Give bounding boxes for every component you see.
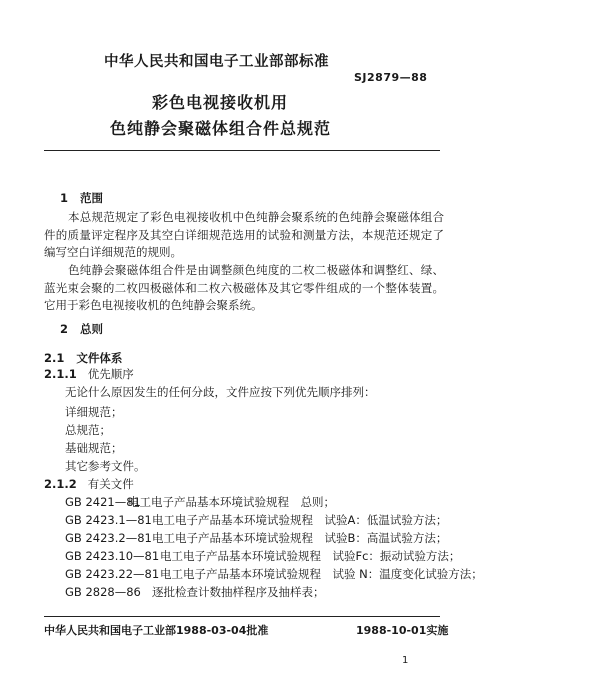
- section-2-heading: [60, 321, 103, 337]
- document-title-line2: 色纯静会聚磁体组合件总规范: [110, 119, 332, 138]
- reference-code: GB 2423.22—81: [65, 567, 160, 581]
- section-number: 1: [60, 191, 69, 205]
- section-1-paragraph-2: 色纯静会聚磁体组合件是由调整颜色纯度的二枚二极磁体和调整红、绿、蓝光束会聚的二枚四极磁体和二枚六极磁体及其它零件组成的一个整体装置。它用于彩色电视接收机的色纯静会聚系统。: [44, 263, 444, 312]
- reference-code: GB 2423.2—81: [65, 531, 152, 545]
- section-1-paragraph-1: 本总规范规定了彩色电视接收机中色纯静会聚系统的色纯静会聚磁体组合件的质量评定程序及其空白详细规范选用的试验和测量方法，本规范还规定了编写空白详细规范的规则。: [44, 210, 444, 259]
- priority-item: 详细规范；: [65, 405, 123, 419]
- section-number: 2: [60, 322, 69, 336]
- section-number: 2.1.1: [44, 367, 77, 381]
- standard-code: SJ2879—88: [354, 71, 428, 84]
- reference-title: 电工电子产品基本环境试验规程 试验B：高温试验方法；: [152, 531, 448, 545]
- reference-code: GB 2423.10—81: [65, 549, 160, 563]
- section-title: 范围: [80, 191, 104, 205]
- issuing-organization: 中华人民共和国电子工业部部标准: [104, 54, 329, 70]
- section-1-heading: [60, 190, 103, 206]
- priority-item: 基础规范；: [65, 441, 123, 455]
- section-number: 2.1.2: [44, 477, 77, 491]
- reference-code: GB 2423.1—81: [65, 513, 152, 527]
- footer-divider: [44, 616, 440, 617]
- priority-item: 其它参考文件。: [65, 459, 146, 473]
- reference-title: 电工电子产品基本环境试验规程 总则；: [128, 495, 335, 509]
- section-number: 2.1: [44, 351, 65, 365]
- document-title-line1: 彩色电视接收机用: [152, 93, 289, 112]
- reference-title: 电工电子产品基本环境试验规程 试验Fc：振动试验方法；: [160, 549, 461, 563]
- page-number: 1: [402, 655, 409, 666]
- priority-intro: 无论什么原因发生的任何分歧，文件应按下列优先顺序排列：: [65, 385, 376, 399]
- header-divider: [44, 150, 440, 151]
- section-title: 有关文件: [87, 477, 134, 491]
- reference-title: 电工电子产品基本环境试验规程 试验 N：温度变化试验方法；: [160, 567, 483, 581]
- section-2-1-2-heading: [44, 476, 134, 493]
- section-title: 文件体系: [76, 351, 123, 365]
- priority-item: 总规范；: [65, 423, 111, 437]
- reference-code: GB 2828—86: [65, 585, 141, 599]
- implementation-date: 1988-10-01实施: [356, 624, 449, 637]
- reference-code: GB 2421—81: [65, 495, 141, 509]
- section-title: 优先顺序: [87, 367, 134, 381]
- reference-title: 逐批检查计数抽样程序及抽样表；: [152, 585, 325, 599]
- section-2-1-heading: [44, 350, 122, 366]
- section-title: 总则: [80, 322, 104, 336]
- approval-statement: 中华人民共和国电子工业部1988-03-04批准: [44, 624, 269, 637]
- section-2-1-1-heading: [44, 366, 134, 383]
- reference-title: 电工电子产品基本环境试验规程 试验A：低温试验方法；: [152, 513, 448, 527]
